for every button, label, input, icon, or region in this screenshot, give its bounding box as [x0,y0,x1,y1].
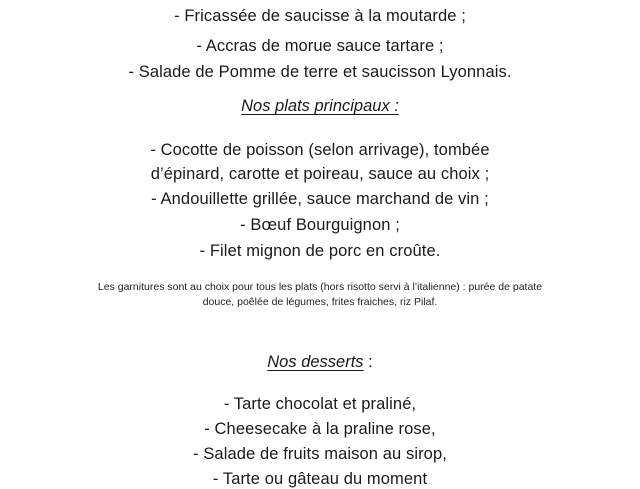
dessert-item-1: - Tarte chocolat et praliné, [223,395,417,413]
plat-item-1-cont: d’épinard, carotte et poireau, sauce au choix ; [150,165,490,183]
plat-item-3: - Bœuf Bourguignon ; [240,216,400,234]
dessert-item-4: - Tarte ou gâteau du moment [212,470,428,488]
plats-title-text: Nos plats principaux : [241,97,399,115]
plats-title [0,96,640,116]
entree-item-3: - Salade de Pomme de terre et saucisson Lyonnais. [128,63,512,81]
desserts-title-suffix: : [363,353,373,371]
entree-item-2: - Accras de morue sauce tartare ; [196,37,444,55]
entree-item-1: - Fricassée de saucisse à la moutarde ; [174,7,466,25]
dessert-item-2: - Cheesecake à la praline rose, [204,420,436,438]
plat-item-1: - Cocotte de poisson (selon arrivage), tombée [150,141,490,159]
garnitures-note: Les garnitures sont au choix pour tous les plats (hors risotto servi à l’italienne) : purée de patate douce, poêlée de légumes, frites fraiches, riz Pilaf. [97,281,543,308]
desserts-title [0,352,640,372]
plat-item-4: - Filet mignon de porc en croûte. [199,242,441,260]
plat-item-2: - Andouillette grillée, sauce marchand de vin ; [151,190,489,208]
dessert-item-3: - Salade de fruits maison au sirop, [193,445,447,463]
desserts-title-text: Nos desserts [267,353,364,371]
